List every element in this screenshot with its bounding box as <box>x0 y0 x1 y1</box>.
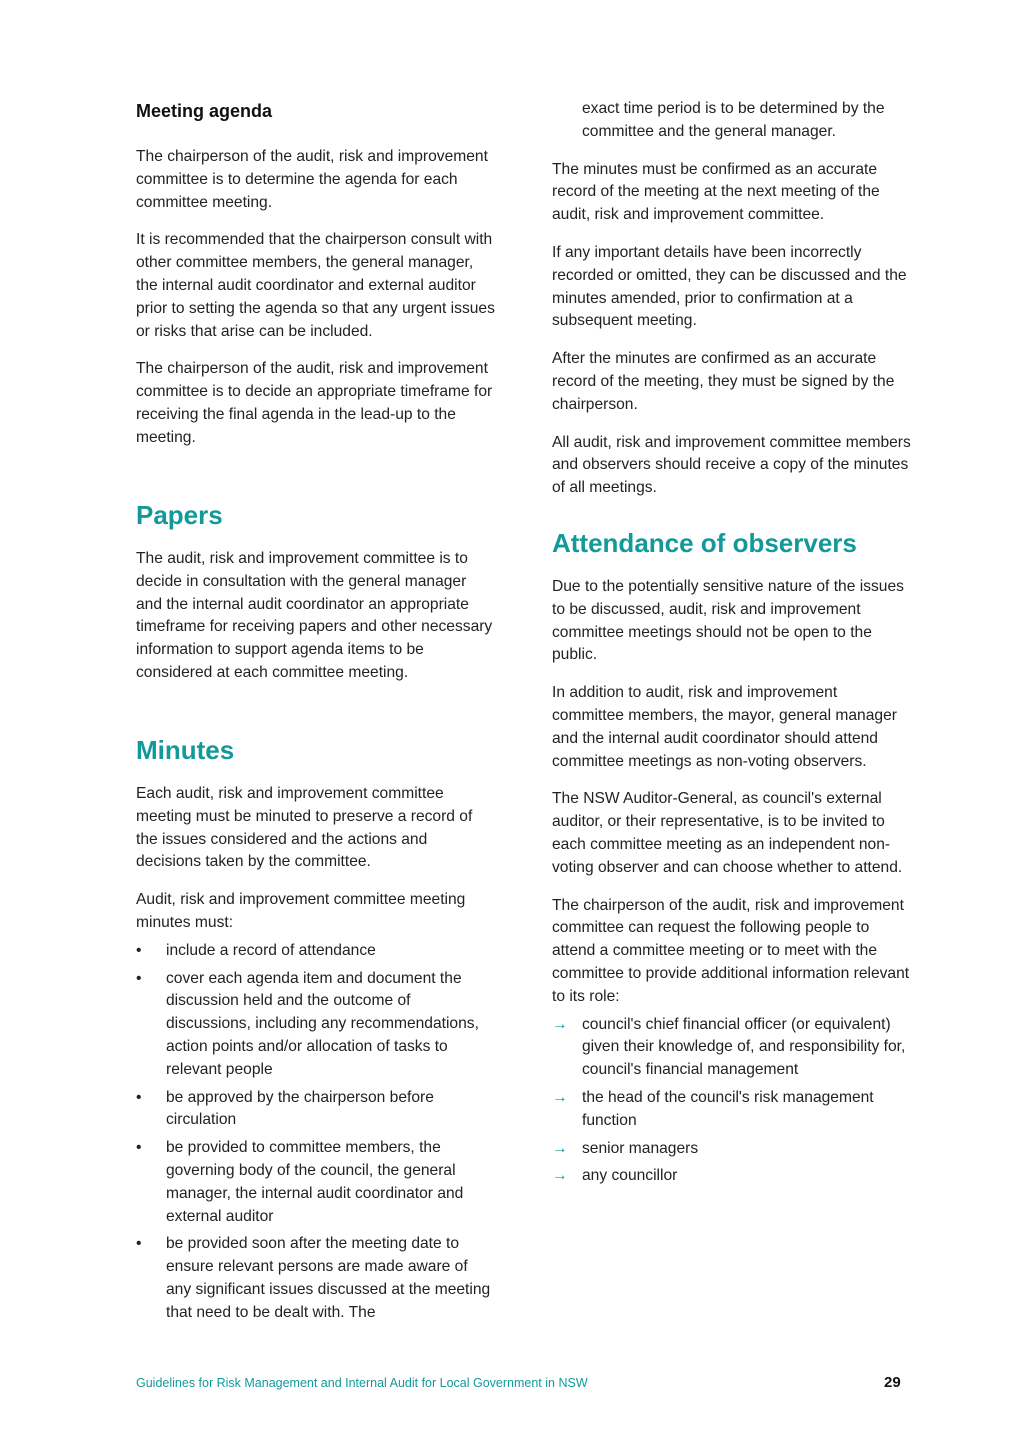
list-item: → any councillor <box>552 1165 912 1188</box>
minutes-paragraph-3: The minutes must be confirmed as an accurate record of the meeting at the next meeting of the audit, risk and improvement committee. <box>552 160 880 224</box>
observers-paragraph-3: The NSW Auditor-General, as council's external auditor, or their representative, is to be invited to each committee meeting as an independent non-voting observer and can choose whether to attend. <box>552 790 903 876</box>
footer-document-title: Guidelines for Risk Management and Internal Audit for Local Government in NSW <box>136 1376 588 1390</box>
observers-paragraph-1: Due to the potentially sensitive nature of the issues to be discussed, audit, risk and improvement committee meetings should not be open to the public. <box>552 578 904 664</box>
observers-list <box>552 1014 912 1189</box>
list-continuation-text: exact time period is to be determined by the committee and the general manager. <box>582 100 885 140</box>
minutes-paragraph-5: After the minutes are confirmed as an accurate record of the meeting, they must be signed by the chairperson. <box>552 350 895 413</box>
minutes-paragraph-2: Audit, risk and improvement committee meeting minutes must: <box>136 891 466 931</box>
minutes-paragraph-1: Each audit, risk and improvement committee meeting must be minuted to preserve a record of the issues considered and the actions and decisions taken by the committee. <box>136 785 473 871</box>
minutes-continued-section <box>552 98 912 515</box>
meeting-agenda-heading: Meeting agenda <box>136 101 273 121</box>
list-item: → senior managers <box>552 1138 912 1161</box>
arrow-right-icon: → <box>552 1139 568 1157</box>
minutes-heading: Minutes <box>136 735 235 765</box>
bullet-icon: • <box>136 1235 142 1253</box>
agenda-section <box>136 146 496 465</box>
papers-heading: Papers <box>136 500 223 530</box>
agenda-paragraph-1: The chairperson of the audit, risk and improvement committee is to determine the agenda for each committee meeting. <box>136 148 488 211</box>
list-item: → the head of the council's risk management function <box>552 1088 874 1129</box>
bullet-icon: • <box>136 1139 142 1157</box>
arrow-right-icon: → <box>552 1015 568 1033</box>
bullet-icon: • <box>136 969 142 987</box>
list-item: → council's chief financial officer (or equivalent) given their knowledge of, and responsibility for, council's financial management <box>552 1015 906 1079</box>
arrow-right-icon: → <box>552 1167 568 1185</box>
minutes-paragraph-4: If any important details have been incorrectly recorded or omitted, they can be discussed and the minutes amended, prior to confirmation at a subsequent meeting. <box>552 243 907 330</box>
page-number: 29 <box>884 1374 901 1391</box>
list-item: • be provided soon after the meeting date to ensure relevant persons are made aware of any significant issues discussed at the meeting that need to be dealt with. The <box>136 1235 491 1321</box>
list-item: • include a record of attendance <box>136 940 496 963</box>
observers-paragraph-2: In addition to audit, risk and improvement committee members, the mayor, general manager and the internal audit coordinator should attend committee meetings as non-voting observers. <box>552 684 897 770</box>
arrow-right-icon: → <box>552 1088 568 1106</box>
agenda-paragraph-3: The chairperson of the audit, risk and improvement committee is to decide an appropriate timeframe for receiving the final agenda in the lead-up to the meeting. <box>136 360 493 446</box>
bullet-icon: • <box>136 941 142 959</box>
bullet-icon: • <box>136 1088 142 1106</box>
observers-heading: Attendance of observers <box>552 528 857 558</box>
minutes-requirements-list <box>136 940 496 1325</box>
observers-section <box>552 576 912 1193</box>
list-item: • be provided to committee members, the governing body of the council, the general manager, the internal audit coordinator and external auditor <box>136 1139 464 1225</box>
agenda-paragraph-2: It is recommended that the chairperson consult with other committee members, the general manager, the internal audit coordinator and external auditor prior to setting the agenda so that any urgent issues or risks that arise can be included. <box>136 231 495 340</box>
papers-paragraph-1: The audit, risk and improvement committee is to decide in consultation with the general manager and the internal audit coordinator an appropriate timeframe for receiving papers and other necessary information to support agenda items to be considered at each committee meeting. <box>136 550 493 681</box>
papers-section <box>136 548 496 700</box>
minutes-paragraph-6: All audit, risk and improvement committee members and observers should receive a copy of the minutes of all meetings. <box>552 433 911 497</box>
list-item: • cover each agenda item and document the discussion held and the outcome of discussions, including any recommendations, action points and/or allocation of tasks to relevant people <box>136 969 479 1078</box>
observers-paragraph-4: The chairperson of the audit, risk and improvement committee can request the following people to attend a committee meeting or to meet with the committee to provide additional information relevant to its role: <box>552 896 910 1005</box>
minutes-section <box>136 783 496 1330</box>
list-item: • be approved by the chairperson before circulation <box>136 1088 434 1129</box>
